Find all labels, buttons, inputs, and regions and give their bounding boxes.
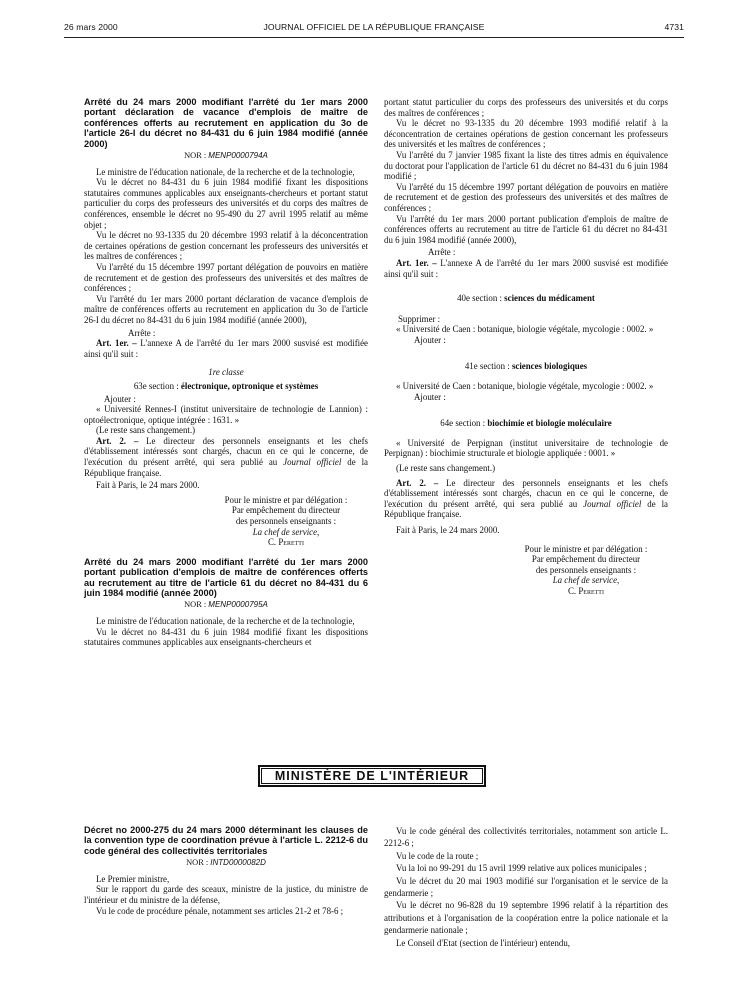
visa-decret-84-431: Vu le décret no 84-431 du 6 juin 1984 modifié fixant les dispositions statutaires communes applicables aux enseignants-chercheurs et portant statut particulier du corps des professeurs des universités et du corps des maîtres de conférences, ensemble le décret no 95-490 du 27 avril 1995 relatif au même objet ; (84, 177, 368, 230)
ajouter-label-2: Ajouter : (414, 334, 446, 345)
ministry-banner: MINISTÈRE DE L'INTÉRIEUR (258, 765, 486, 787)
section-64-item: « Université de Perpignan (institut universitaire de technologie de Perpignan) : biochimie structurale et biologie appliquée : 0001. » (384, 437, 668, 459)
arrete-label: Arrête : (128, 327, 156, 338)
section-63-item: « Université Rennes-I (institut universitaire de technologie de Lannion) : optoélectronique, optique intégrée : 1631. » (84, 404, 368, 425)
visa-continuation: portant statut particulier du corps des professeurs des universités et du corps des maîtres de conférences ; (384, 97, 668, 118)
ajouter-label: Ajouter : (104, 393, 136, 404)
premier-ministre: Le Premier ministre, (96, 873, 170, 884)
section-63-heading: 63e section : électronique, optronique et systèmes (133, 380, 319, 391)
arrete-2-nor: NOR : MENP0000795A (184, 600, 268, 610)
visa-code-procedure-penale: Vu le code de procédure pénale, notamment ses articles 21-2 et 78-6 ; (96, 905, 344, 916)
signature-block-2: Pour le ministre et par délégation : Par empêchement du directeur des personnels enseignants : La chef de service, C. Peretti (524, 543, 648, 596)
visa-code-route: Vu le code de la route ; (396, 850, 479, 861)
arrete-1-title: Arrêté du 24 mars 2000 modifiant l'arrêté du 1er mars 2000 portant déclaration de vacance d'emplois de maître de conférences offerts au recrutement en application du 3o de l'article 26-I du décret no 84-431 du 6 juin 1984 modifié (année 2000) (84, 97, 368, 149)
signature-block-1: Pour le ministre et par délégation : Par empêchement du directeur des personnels enseignants : La chef de service, C. Peretti (224, 494, 348, 548)
reste-sans-changement: (Le reste sans changement.) (96, 425, 196, 436)
article-1-b: Art. 1er. – L'annexe A de l'arrêté du 1er mars 2000 susvisé est modifiée ainsi qu'il suit : (384, 257, 668, 279)
visa-arrete-2000: Vu l'arrêté du 1er mars 2000 portant déclaration de vacance d'emplois de maître de conférences offerts au recrutement en application du 3o de l'article 26-I du décret no 84-431 du 6 juin 1984 modifié (année 2000), (84, 293, 368, 325)
minister-line: Le ministre de l'éducation nationale, de la recherche et de la technologie, (96, 166, 355, 177)
header-rule (64, 37, 684, 38)
ajouter-label-3: Ajouter : (414, 391, 446, 402)
article-1: Art. 1er. – L'annexe A de l'arrêté du 1er mars 2000 susvisé est modifiée ainsi qu'il suit : (84, 338, 368, 359)
bottom-right-column (384, 825, 668, 949)
decret-nor: NOR : INTD0000082D (186, 858, 266, 868)
arrete-label-2: Arrête : (428, 247, 456, 258)
visa-arrete-1997: Vu l'arrêté du 15 décembre 1997 portant délégation de pouvoirs en matière de recrutement et de gestion des professeurs des universités et des maîtres de conférences ; (84, 261, 368, 294)
arrete-2-title: Arrêté du 24 mars 2000 modifiant l'arrêté du 1er mars 2000 portant publication d'emplois de maître de conférences offerts au recrutement au titre de l'article 61 du décret no 84-431 du 6 juin 1984 modifié (année 2000) (84, 556, 368, 599)
visa-arrete-1997-b: Vu l'arrêté du 15 décembre 1997 portant délégation de pouvoirs en matière de recrutement et de gestion des professeurs des universités et des maîtres de conférences ; (384, 181, 668, 213)
article-2-b: Art. 2. – Le directeur des personnels enseignants et les chefs d'établissement intéressés sont chargés, chacun en ce qui le concerne, de l'exécution du présent arrêté, qui sera publié au Journal officiel de la République française. (384, 477, 669, 520)
supprimer-label: Supprimer : (398, 313, 441, 324)
fait-a-paris-2: Fait à Paris, le 24 mars 2000. (396, 525, 500, 535)
left-column (84, 97, 368, 648)
bottom-left-column (84, 825, 368, 916)
reste-sans-changement-2: (Le reste sans changement.) (396, 463, 496, 474)
visa-arrete-1985: Vu l'arrêté du 7 janvier 1985 fixant la liste des titres admis en équivalence du doctorat pour l'application de l'article 61 du décret no 84-431 du 6 juin 1984 modifié ; (384, 149, 668, 182)
visa-decret-93-1335: Vu le décret no 93-1335 du 20 décembre 1993 relatif à la déconcentration de certaines opérations de gestion concernant les professeurs des universités et les maîtres de conférences ; (84, 230, 368, 262)
visa-loi-99-291: Vu la loi no 99-291 du 15 avril 1999 relative aux polices municipales ; (396, 863, 647, 874)
conseil-etat: Le Conseil d'Etat (section de l'intérieur) entendu, (396, 937, 570, 948)
page-number: 4731 (664, 22, 684, 32)
right-column (384, 97, 668, 597)
sur-le-rapport: Sur le rapport du garde des sceaux, ministre de la justice, du ministre de l'intérieur et du ministre de la défense, (84, 884, 368, 905)
visa-arrete-2000-b: Vu l'arrêté du 1er mars 2000 portant publication d'emplois de maître de conférences offerts au recrutement au titre de l'article 61 du décret no 84-431 du 6 juin 1984 modifié (année 2000), (384, 213, 668, 245)
section-41-heading: 41e section : sciences biologiques (464, 361, 588, 372)
section-40-heading: 40e section : sciences du médicament (457, 293, 595, 304)
journal-title: JOURNAL OFFICIEL DE LA RÉPUBLIQUE FRANÇAISE (263, 22, 485, 32)
visa-decret-93-1335-b: Vu le décret no 93-1335 du 20 décembre 1993 modifié relatif à la déconcentration de certaines opérations de gestion concernant les professeurs des universités et les maîtres de conférences ; (384, 118, 668, 150)
visa-cgct: Vu le code général des collectivités territoriales, notamment son article L. 2212-6 ; (384, 826, 668, 849)
section-64-heading: 64e section : biochimie et biologie moléculaire (440, 418, 612, 429)
section-41-item: « Université de Caen : botanique, biologie végétale, mycologie : 0002. » (396, 381, 654, 392)
article-2: Art. 2. – Le directeur des personnels enseignants et les chefs d'établissement intéressés sont chargés, chacun en ce qui le concerne, de l'exécution du présent arrêté, qui sera publié au Journal officiel de la République française. (84, 435, 369, 478)
running-header (64, 22, 684, 36)
visa-decret-84-431-b: Vu le décret no 84-431 du 6 juin 1984 modifié fixant les dispositions statutaires communes applicables aux enseignants-chercheurs et (84, 626, 368, 648)
issue-date: 26 mars 2000 (64, 22, 118, 32)
decret-title: Décret no 2000-275 du 24 mars 2000 déterminant les clauses de la convention type de coordination prévue à l'article L. 2212-6 du code général des collectivités territoriales (84, 825, 368, 856)
arrete-1-nor: NOR : MENP0000794A (184, 151, 268, 161)
fait-a-paris: Fait à Paris, le 24 mars 2000. (96, 480, 200, 491)
visa-decret-1903: Vu le décret du 20 mai 1903 modifié sur l'organisation et le service de la gendarmerie ; (384, 875, 668, 899)
section-40-item: « Université de Caen : botanique, biologie végétale, mycologie : 0002. » (396, 324, 654, 335)
minister-line-2: Le ministre de l'éducation nationale, de la recherche et de la technologie, (96, 616, 355, 627)
visa-decret-96-828: Vu le décret no 96-828 du 19 septembre 1996 relatif à la répartition des attributions et à l'organisation de la coopération entre la police nationale et la gendarmerie nationale ; (384, 900, 668, 936)
classe-heading: 1re classe (208, 367, 244, 378)
